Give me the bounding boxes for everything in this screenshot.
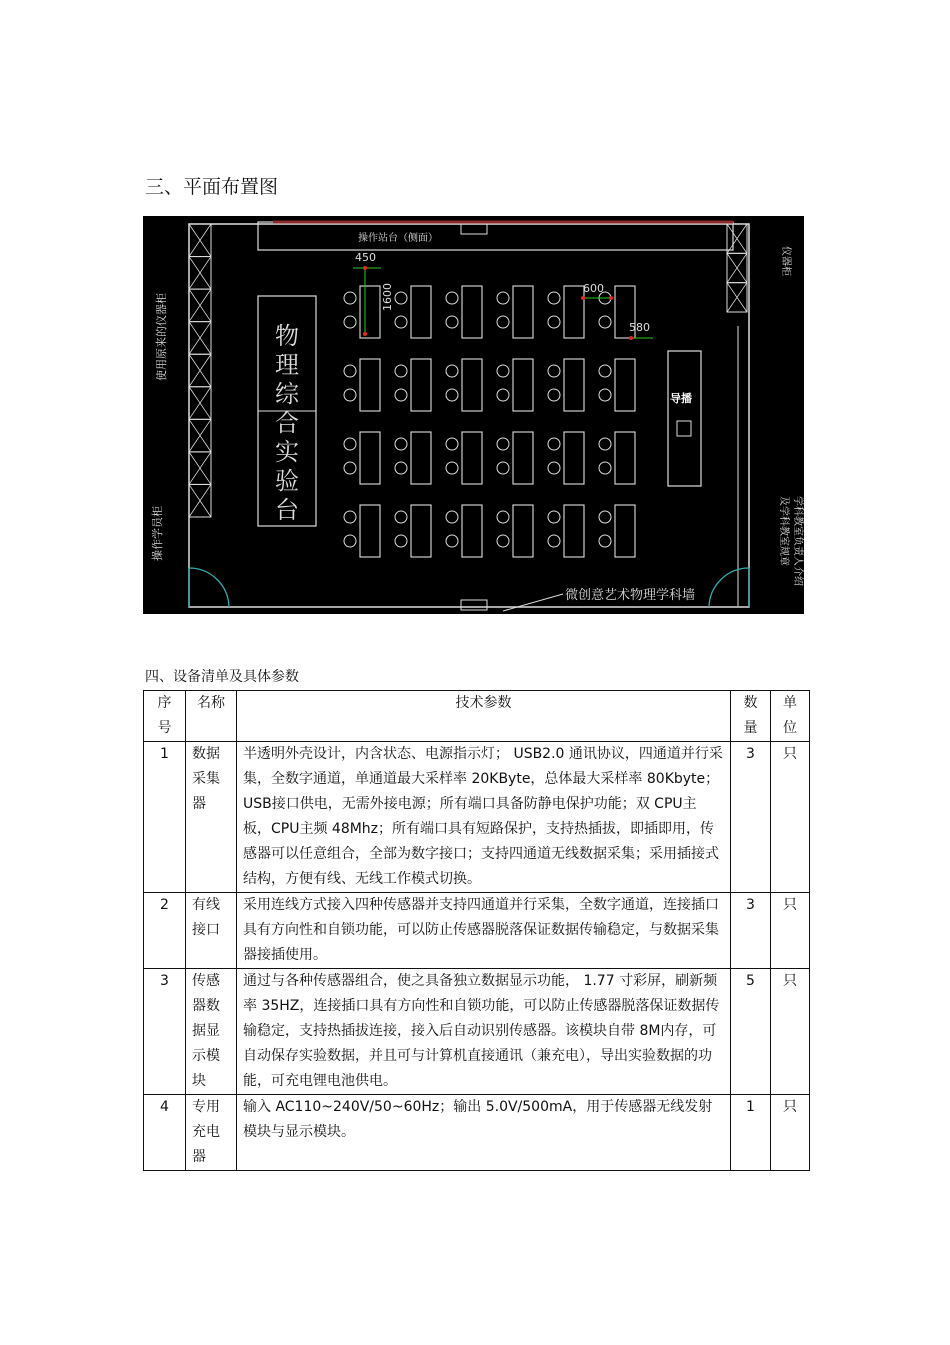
row-qty: 3 [731,742,771,893]
chair [395,292,407,304]
chair [497,462,509,474]
desk [360,505,380,557]
row-qty: 1 [731,1095,771,1171]
chair [344,535,356,547]
row-unit: 只 [771,1095,810,1171]
section-4-title: 四、设备清单及具体参数 [145,669,299,685]
desk [411,286,431,338]
desk [462,432,482,484]
chair [395,365,407,377]
section-3-title: 三、平面布置图 [145,176,279,198]
desk [411,432,431,484]
row-no: 1 [144,742,186,893]
right-bottom-label-2: 及学科教室规章 [778,496,789,566]
desk [564,505,584,557]
dim-1600: 1600 [381,283,394,311]
chair [548,365,560,377]
center-table-char: 实 [275,438,299,466]
teacher-desk [668,351,701,486]
chair [446,462,458,474]
floor-plan-drawing [143,216,804,614]
row-qty: 3 [731,893,771,969]
row-unit: 只 [771,742,810,893]
desk [411,505,431,557]
desk [462,359,482,411]
row-name: 有线接口 [186,893,237,969]
desk [513,432,533,484]
table-header-row [144,691,810,742]
operation-table [258,222,733,250]
chair [344,292,356,304]
chair [497,535,509,547]
floor-plan [143,216,804,614]
chair [548,462,560,474]
desk [360,286,380,338]
row-params: 半透明外壳设计，内含状态、电源指示灯； USB2.0 通讯协议，四通道并行采集，全数字通道，单通道最大采样率 20KByte，总体最大采样率 80Kbyte；USB接口供电，无需外接电源；所有端口具备防静电保护功能；双 CPU主板，CPU主频 48Mhz；所有端口具有短路保护，支持热插拔，即插即用，传感器可以任意组合，全部为数字接口；支持四通道无线数据采集；采用插接式结构，方便有线、无线工作模式切换。 [237,742,731,893]
header-no: 序号 [144,691,186,742]
chair [548,389,560,401]
dim-580: 580 [629,321,650,334]
chair [497,316,509,328]
desk [615,505,635,557]
row-name: 专用充电器 [186,1095,237,1171]
chair [497,511,509,523]
center-table-char: 物 [275,322,299,350]
bottom-wall-label: 微创意艺术物理学科墙 [565,588,696,603]
center-table-char: 验 [275,467,299,495]
desk [513,359,533,411]
desk [462,505,482,557]
chair [395,316,407,328]
left-bottom-label: 操作学员柜 [151,506,164,561]
right-bottom-label-1: 学科教室负责人介绍 [792,496,803,586]
chair [548,511,560,523]
dim-600: 600 [583,282,604,295]
table-row [144,1095,810,1171]
equipment-table [143,690,810,1171]
chair [395,535,407,547]
desk [564,359,584,411]
row-params: 采用连线方式接入四种传感器并支持四通道并行采集，全数字通道，连接插口具有方向性和自锁功能，可以防止传感器脱落保证数据传输稳定，与数据采集器接插使用。 [237,893,731,969]
chair [548,535,560,547]
chair [497,438,509,450]
row-name: 传感器数据显示模块 [186,969,237,1095]
desk [462,286,482,338]
chair [344,316,356,328]
row-no: 3 [144,969,186,1095]
chair [395,462,407,474]
row-unit: 只 [771,969,810,1095]
left-cabinet-label: 使用原来的仪器柜 [155,293,168,381]
desk [615,359,635,411]
chair [446,535,458,547]
chair [497,292,509,304]
chair [548,438,560,450]
center-table-char: 综 [275,380,299,408]
row-no: 4 [144,1095,186,1171]
chair [446,511,458,523]
chair [446,365,458,377]
row-name: 数据采集器 [186,742,237,893]
chair [599,511,611,523]
row-unit: 只 [771,893,810,969]
table-row [144,893,810,969]
chair [344,365,356,377]
chair [497,365,509,377]
row-qty: 5 [731,969,771,1095]
chair [395,438,407,450]
teacher-desk-label: 导播 [670,392,692,405]
desk [513,505,533,557]
chair [344,511,356,523]
row-params: 通过与各种传感器组合，使之具备独立数据显示功能， 1.77 寸彩屏，刷新频率 35HZ，连接插口具有方向性和自锁功能，可以防止传感器脱落保证数据传输稳定，支持热插拔连接，接入后自动识别传感器。该模块自带 8M内存，可自动保存实验数据，并且可与计算机直接通讯（兼充电），导出实验数据的功能，可充电锂电池供电。 [237,969,731,1095]
door-right [709,568,749,607]
chair [446,316,458,328]
right-cabinet [727,224,747,312]
chair [599,389,611,401]
dim-450: 450 [355,251,376,264]
header-params: 技术参数 [237,691,731,742]
left-cabinet [189,224,211,517]
desk [411,359,431,411]
right-top-label: 仪器柜 [780,246,791,276]
chair [395,511,407,523]
header-name: 名称 [186,691,237,742]
chair [344,438,356,450]
chair [548,292,560,304]
center-table-char: 合 [275,409,299,437]
desk [360,432,380,484]
student-desks [344,286,635,557]
chair [446,389,458,401]
desk [615,432,635,484]
chair [497,389,509,401]
chair [599,535,611,547]
header-qty: 数量 [731,691,771,742]
table-row [144,742,810,893]
chair [548,316,560,328]
desk [513,286,533,338]
desk [564,432,584,484]
chair [446,292,458,304]
chair [446,438,458,450]
center-table-char: 台 [275,496,299,524]
center-table-char: 理 [275,351,299,379]
chair [344,389,356,401]
chair [599,365,611,377]
table-row [144,969,810,1095]
chair [599,462,611,474]
chair [599,316,611,328]
chair [344,462,356,474]
chair [395,389,407,401]
row-no: 2 [144,893,186,969]
room-wall [189,224,749,607]
door-left [189,568,229,607]
header-unit: 单位 [771,691,810,742]
desk [360,359,380,411]
operation-table-label: 操作站台（侧面） [358,233,438,244]
row-params: 输入 AC110~240V/50~60Hz；输出 5.0V/500mA，用于传感器无线发射模块与显示模块。 [237,1095,731,1171]
chair [599,438,611,450]
desk [564,286,584,338]
